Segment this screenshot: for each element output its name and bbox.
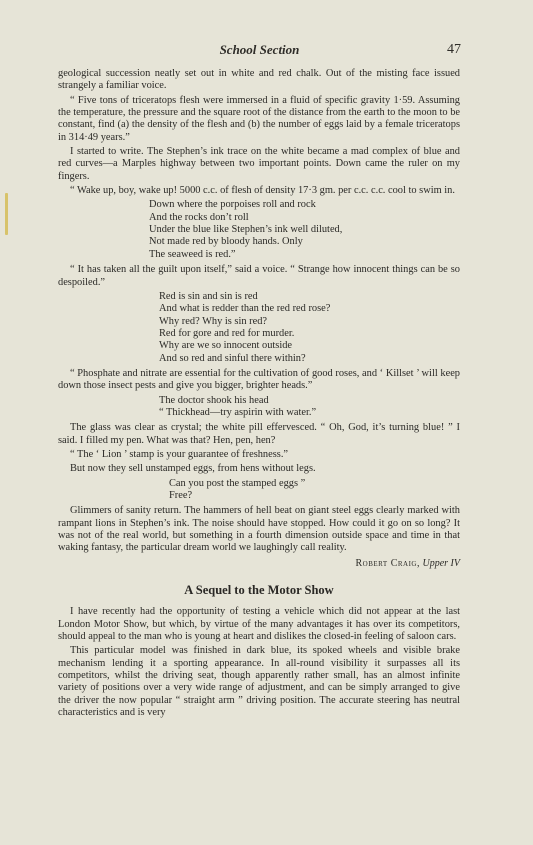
verse-block xyxy=(58,395,460,420)
verse-line: Why red? Why is sin red? xyxy=(159,315,268,327)
verse-line: The seaweed is red.” xyxy=(149,248,236,260)
paragraph: Glimmers of sanity return. The hammers of hell beat on giant steel eggs clearly marked with rampant lions in Stephen’s ink. The noise should have stopped. How could it go on so long? It was not of the real world, but something in a fourth dimension outside space and time in that waking fantasy, the particular dream world we laughingly call reality. xyxy=(58,505,460,554)
verse-line: Down where the porpoises roll and rock xyxy=(149,199,316,211)
paragraph: This particular model was finished in dark blue, its spoked wheels and visible brake mechanism lending it a sporting appearance. In all-round visibility it surpasses all its competitors, whilst the driving seat, though apparently rather small, has an almost infinite variety of positions over a very wide range of adjustment, and can be simply arranged to give the driver the now popular “ straight arm ” driving position. The accurate steering has neutral characteristics and is very xyxy=(58,645,460,719)
verse-line: Why are we so innocent outside xyxy=(159,340,293,352)
page-header xyxy=(58,42,461,62)
author-signature xyxy=(58,558,460,570)
running-title: School Section xyxy=(219,42,300,57)
verse-line: Not made red by bloody hands. Only xyxy=(149,236,303,248)
paragraph: “ Five tons of triceratops flesh were immersed in a fluid of specific gravity 1·59. Assuming the temperature, the pressure and the square root of the distance from the earth to the moon to be constant, find (a) the density of the flesh and (b) the number of eggs laid by a female triceratops in 314·49 years.” xyxy=(58,94,460,143)
author-form: Upper IV xyxy=(422,557,460,569)
verse-block xyxy=(58,199,460,261)
verse-line: And so red and sinful there within? xyxy=(159,352,306,364)
verse-line: Can you post the stamped eggs ” xyxy=(169,477,306,489)
verse-block xyxy=(58,478,460,503)
paragraph: I started to write. The Stephen’s ink trace on the white became a mad complex of blue and red curves—a Marples highway between two important points. Down came the ruler on my fingers. xyxy=(58,146,460,182)
margin-mark xyxy=(5,193,8,235)
author-name: Robert Craig, xyxy=(355,557,420,569)
paragraph: But now they sell unstamped eggs, from hens without legs. xyxy=(70,463,316,475)
paragraph: geological succession neatly set out in white and red chalk. Out of the misting face issued strangely a familiar voice. xyxy=(58,68,460,92)
paragraph: “ It has taken all the guilt upon itself,” said a voice. “ Strange how innocent things can be so despoiled.” xyxy=(58,264,460,288)
verse-line: And what is redder than the red red rose? xyxy=(159,303,331,315)
verse-line: The doctor shook his head xyxy=(159,394,269,406)
verse-line: Under the blue like Stephen’s ink well diluted, xyxy=(149,224,343,236)
paragraph: I have recently had the opportunity of testing a vehicle which did not appear at the last London Motor Show, but which, by virtue of the many advantages it has over its competitors, should appeal to the man who is young at heart and dislikes the closed-in feeling of saloon cars. xyxy=(58,606,460,643)
verse-line: Red for gore and red for murder. xyxy=(159,327,295,339)
paragraph: “ Wake up, boy, wake up! 5000 c.c. of flesh of density 17·3 gm. per c.c. c.c. cool to swim in. xyxy=(70,185,455,197)
section-title: A Sequel to the Motor Show xyxy=(184,583,334,598)
verse-block xyxy=(58,291,460,365)
verse-line: Free? xyxy=(169,490,193,501)
verse-line: “ Thickhead—try aspirin with water.” xyxy=(159,406,317,418)
paragraph: “ Phosphate and nitrate are essential for the cultivation of good roses, and ‘ Killset ’ will keep down those insect pests and give you bigger, brighter heads.” xyxy=(58,367,460,392)
page-number: 47 xyxy=(447,42,461,57)
verse-line: Red is sin and sin is red xyxy=(159,290,258,302)
verse-line: And the rocks don’t roll xyxy=(149,211,249,223)
article-body xyxy=(58,68,460,722)
paragraph: The glass was clear as crystal; the white pill effervesced. “ Oh, God, it’s turning blue! ” I said. I filled my pen. What was that? Hen, pen, hen? xyxy=(58,422,460,446)
paragraph: “ The ‘ Lion ’ stamp is your guarantee of freshness.” xyxy=(70,448,289,460)
